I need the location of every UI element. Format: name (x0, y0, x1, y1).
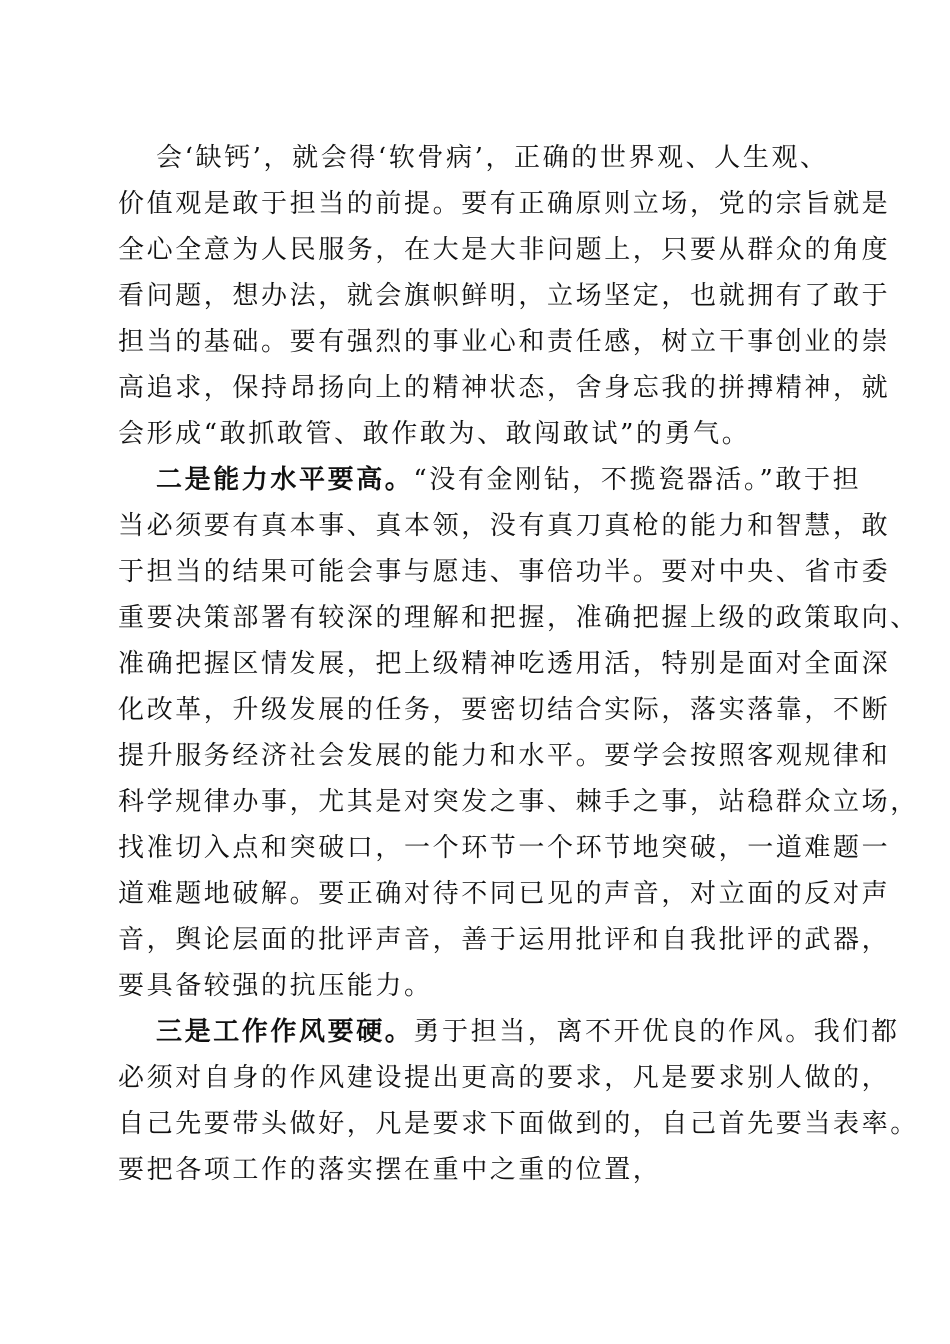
paragraph-line: 要把各项工作的落实摆在重中之重的位置， (118, 1155, 662, 1185)
paragraph-line: 全心全意为人民服务，在大是大非问题上，只要从群众的角度 (118, 235, 891, 265)
paragraph-line: 科学规律办事，尤其是对突发之事、棘手之事，站稳群众立场， (118, 787, 919, 817)
paragraph-text: 勇于担当，离不开优良的作风。我们都 (413, 1017, 900, 1047)
paragraph-line: 准确把握区情发展，把上级精神吃透用活，特别是面对全面深 (118, 649, 891, 679)
paragraph-text: “没有金刚钻，不揽瓷器活。”敢于担 (413, 465, 862, 495)
paragraph-line: 担当的基础。要有强烈的事业心和责任感，树立干事创业的崇 (118, 327, 891, 357)
paragraph-line: 于担当的结果可能会事与愿违、事倍功半。要对中央、省市委 (118, 557, 891, 587)
paragraph-line: 当必须要有真本事、真本领，没有真刀真枪的能力和智慧，敢 (118, 511, 891, 541)
paragraph-line (118, 1009, 900, 1055)
paragraph-line: 必须对自身的作风建设提出更高的要求，凡是要求别人做的， (118, 1063, 891, 1093)
paragraph-line: 重要决策部署有较深的理解和把握，准确把握上级的政策取向、 (118, 603, 919, 633)
paragraph-line: 看问题，想办法，就会旗帜鲜明，立场坚定，也就拥有了敢于 (118, 281, 891, 311)
paragraph-line: 提升服务经济社会发展的能力和水平。要学会按照客观规律和 (118, 741, 891, 771)
paragraph-line: 会‘缺钙’，就会得‘软骨病’，正确的世界观、人生观、 (156, 143, 829, 173)
section-heading: 二是能力水平要高。 (156, 465, 414, 495)
paragraph-line: 音，舆论层面的批评声音，善于运用批评和自我批评的武器， (118, 925, 891, 955)
paragraph-line (118, 457, 862, 503)
document-body (118, 135, 919, 1193)
paragraph-line: 化改革，升级发展的任务，要密切结合实际，落实落靠，不断 (118, 695, 891, 725)
paragraph-line: 价值观是敢于担当的前提。要有正确原则立场，党的宗旨就是 (118, 189, 891, 219)
paragraph-line: 会形成“敢抓敢管、敢作敢为、敢闯敢试”的勇气。 (118, 419, 751, 449)
paragraph-line: 高追求，保持昂扬向上的精神状态，舍身忘我的拼搏精神，就 (118, 373, 891, 403)
paragraph-line: 自己先要带头做好，凡是要求下面做到的，自己首先要当表率。 (118, 1109, 919, 1139)
paragraph-line: 道难题地破解。要正确对待不同已见的声音，对立面的反对声 (118, 879, 891, 909)
paragraph-line: 找准切入点和突破口，一个环节一个环节地突破，一道难题一 (118, 833, 891, 863)
paragraph-line: 要具备较强的抗压能力。 (118, 971, 433, 1001)
section-heading: 三是工作作风要硬。 (156, 1017, 414, 1047)
